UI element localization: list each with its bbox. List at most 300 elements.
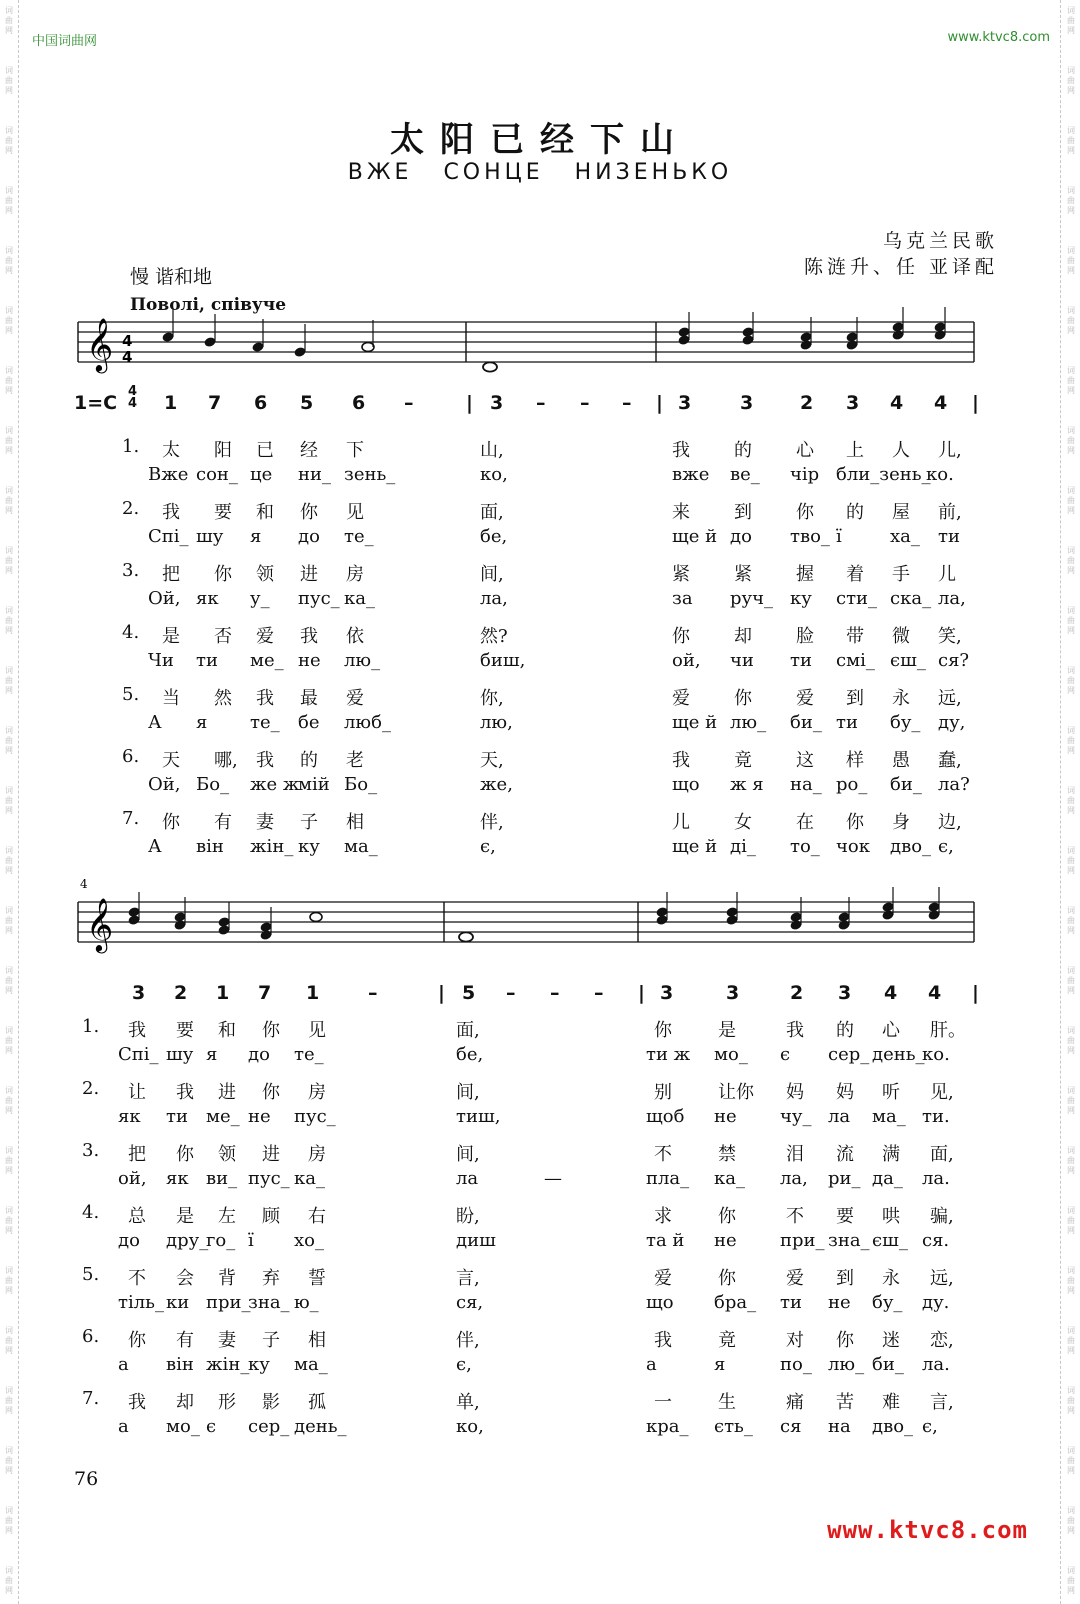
jianpu-note: 7 <box>258 982 272 1004</box>
lyric-uk: за <box>672 588 693 609</box>
lyric-zh: 你 <box>162 812 180 833</box>
lyric-zh: 子 <box>262 1330 280 1351</box>
lyric-zh: 要 <box>214 502 232 523</box>
jianpu-note: 3 <box>490 392 504 414</box>
lyric-uk: же ж <box>250 774 300 795</box>
lyric-zh: 心 <box>882 1020 900 1041</box>
lyric-zh: 上 <box>846 440 864 461</box>
lyric-uk: би_ <box>790 712 822 733</box>
lyric-zh: 到 <box>846 688 864 709</box>
lyric-zh: 我 <box>176 1082 194 1103</box>
lyric-zh: 禁 <box>718 1144 736 1165</box>
lyric-zh: 形 <box>218 1392 236 1413</box>
jianpu-note: | <box>438 982 445 1004</box>
lyric-zh: 领 <box>218 1144 236 1165</box>
lyric-zh: 痛 <box>786 1392 804 1413</box>
lyric-uk: є <box>780 1044 791 1065</box>
lyric-uk: лю_ <box>828 1354 865 1375</box>
lyric-zh: 流 <box>836 1144 854 1165</box>
lyric-zh: 前, <box>938 502 962 523</box>
watermark-text: 词曲网 <box>1067 546 1075 575</box>
jianpu-note: 6 <box>254 392 268 414</box>
lyric-zh: 面, <box>930 1144 954 1165</box>
lyric-zh: 我 <box>256 688 274 709</box>
lyric-zh: 要 <box>836 1206 854 1227</box>
jianpu-note: 6 <box>352 392 366 414</box>
lyric-zh: 左 <box>218 1206 236 1227</box>
lyric-zh: 竟 <box>734 750 752 771</box>
lyric-zh: 心 <box>796 440 814 461</box>
lyric-zh: 满 <box>882 1144 900 1165</box>
lyric-zh: 让你 <box>718 1082 754 1103</box>
watermark-text: 词曲网 <box>5 1146 13 1175</box>
watermark-text: 词曲网 <box>5 246 13 275</box>
lyric-uk: ве_ <box>730 464 760 485</box>
lyric-zh: 7. <box>122 808 140 829</box>
lyric-uk: зень_ <box>344 464 396 485</box>
lyric-zh: 你 <box>796 502 814 523</box>
lyric-zh: 愚 <box>892 750 910 771</box>
lyric-zh: 不 <box>786 1206 804 1227</box>
lyric-zh: 手 <box>892 564 910 585</box>
lyric-zh: 1. <box>82 1016 100 1037</box>
lyric-uk: у_ <box>250 588 270 609</box>
lyric-uk: дру_ <box>166 1230 209 1251</box>
lyric-uk: є <box>206 1416 217 1437</box>
lyric-zh: 微 <box>892 626 910 647</box>
lyric-uk: би_ <box>890 774 922 795</box>
lyric-uk: не <box>828 1292 851 1313</box>
jianpu-note: – <box>536 392 546 414</box>
lyric-uk: на <box>828 1416 851 1437</box>
lyric-zh: 儿 <box>672 812 690 833</box>
lyric-zh: 3. <box>82 1140 100 1161</box>
lyric-uk: же, <box>480 774 513 795</box>
watermark-text: 词曲网 <box>5 786 13 815</box>
lyric-uk: ма_ <box>872 1106 906 1127</box>
lyric-zh: 进 <box>262 1144 280 1165</box>
lyric-zh: 背 <box>218 1268 236 1289</box>
jianpu-note: 3 <box>678 392 692 414</box>
lyric-zh: 哄 <box>882 1206 900 1227</box>
lyric-uk: пус_ <box>294 1106 336 1127</box>
lyric-uk: вже <box>672 464 710 485</box>
lyric-zh: 单, <box>456 1392 480 1413</box>
lyric-zh: 阳 <box>214 440 232 461</box>
lyric-zh: 当 <box>162 688 180 709</box>
jianpu-note: 2 <box>790 982 804 1004</box>
lyric-zh: 你 <box>836 1330 854 1351</box>
lyric-uk: ме_ <box>250 650 284 671</box>
lyric-uk: сер_ <box>248 1416 290 1437</box>
lyric-uk: ла, <box>938 588 966 609</box>
lyric-zh: 1. <box>122 436 140 457</box>
watermark-text: 词曲网 <box>1067 1026 1075 1055</box>
lyric-zh: 对 <box>786 1330 804 1351</box>
watermark-text: 词曲网 <box>5 66 13 95</box>
lyric-zh: 恋, <box>930 1330 954 1351</box>
lyric-zh: 子 <box>300 812 318 833</box>
lyric-zh: 永 <box>882 1268 900 1289</box>
watermark-text: 词曲网 <box>5 6 13 35</box>
lyric-uk: сон_ <box>196 464 238 485</box>
lyric-uk: ти <box>938 526 960 547</box>
jianpu-note: 1 <box>306 982 320 1004</box>
lyric-uk: а <box>118 1354 129 1375</box>
lyric-uk: шу <box>166 1044 194 1065</box>
jianpu-note: | <box>638 982 645 1004</box>
jianpu-note: | <box>656 392 663 414</box>
lyric-uk: А <box>148 712 162 733</box>
lyric-uk: як <box>196 588 219 609</box>
lyric-zh: 进 <box>218 1082 236 1103</box>
lyric-zh: 把 <box>162 564 180 585</box>
lyric-uk: лю, <box>480 712 513 733</box>
lyric-zh: 却 <box>176 1392 194 1413</box>
lyric-zh: 相 <box>346 812 364 833</box>
lyric-uk: бе <box>298 712 320 733</box>
jianpu-note: – <box>404 392 414 414</box>
lyric-zh: 你 <box>262 1082 280 1103</box>
lyric-zh: 远, <box>938 688 962 709</box>
whole-note-head <box>459 932 473 941</box>
lyric-uk: це <box>250 464 273 485</box>
watermark-text: 词曲网 <box>1067 126 1075 155</box>
lyric-zh: 我 <box>300 626 318 647</box>
lyric-zh: 5. <box>82 1264 100 1285</box>
song-title: 太阳已经下山 <box>390 120 690 160</box>
lyric-uk: ки <box>166 1292 190 1313</box>
lyric-uk: ти. <box>922 1106 950 1127</box>
lyric-zh: 天 <box>162 750 180 771</box>
lyric-zh: 爱 <box>672 688 690 709</box>
lyric-zh: 面, <box>480 502 504 523</box>
lyric-zh: 儿 <box>938 564 956 585</box>
lyric-uk: Спі_ <box>118 1044 159 1065</box>
lyric-zh: 到 <box>836 1268 854 1289</box>
lyric-uk: го_ <box>206 1230 236 1251</box>
staff-system-1 <box>78 307 974 373</box>
lyric-uk: ще й <box>672 836 718 857</box>
lyric-uk: ти <box>836 712 858 733</box>
watermark-text: 词曲网 <box>5 1026 13 1055</box>
lyric-zh: 影 <box>262 1392 280 1413</box>
lyric-uk: до <box>248 1044 270 1065</box>
lyric-uk: А <box>148 836 162 857</box>
lyric-zh: 妻 <box>218 1330 236 1351</box>
lyric-uk: ха_ <box>890 526 920 547</box>
lyric-zh: 的 <box>734 440 752 461</box>
lyric-zh: 孤 <box>308 1392 326 1413</box>
jianpu-note: | <box>466 392 473 414</box>
song-subtitle: ВЖЕ СОНЦЕ НИЗЕНЬКО <box>347 160 733 185</box>
lyric-zh: 你 <box>654 1020 672 1041</box>
treble-clef-icon: 𝄞 <box>86 317 114 371</box>
lyric-zh: 你 <box>718 1268 736 1289</box>
lyric-uk: день_ <box>294 1416 347 1437</box>
watermark-text: 词曲网 <box>5 1326 13 1355</box>
lyric-uk: єш_ <box>872 1230 908 1251</box>
watermark-text: 词曲网 <box>1067 846 1075 875</box>
lyric-uk: він <box>166 1354 194 1375</box>
lyric-zh: 你 <box>214 564 232 585</box>
lyric-uk: є, <box>456 1354 472 1375</box>
lyric-uk: до <box>118 1230 140 1251</box>
watermark-text: 词曲网 <box>1067 1146 1075 1175</box>
lyric-zh: 带 <box>846 626 864 647</box>
staff-time-signature-top: 4 <box>122 332 133 350</box>
lyric-uk: ла, <box>480 588 508 609</box>
lyric-zh: 着 <box>846 564 864 585</box>
watermark-text: 词曲网 <box>5 1446 13 1475</box>
lyric-zh: 到 <box>734 502 752 523</box>
lyric-uk: бли_зень_ <box>836 464 931 485</box>
lyric-zh: 2. <box>82 1078 100 1099</box>
lyric-uk: Ой, <box>148 588 181 609</box>
watermark-text: 词曲网 <box>5 906 13 935</box>
watermark-text: 词曲网 <box>1067 606 1075 635</box>
jianpu-note: | <box>972 982 979 1004</box>
lyric-uk: ти <box>780 1292 802 1313</box>
lyric-zh: 脸 <box>796 626 814 647</box>
watermark-text: 词曲网 <box>1067 1566 1075 1595</box>
lyric-uk: ї <box>836 526 842 547</box>
lyric-uk: бе, <box>480 526 508 547</box>
lyric-uk: ко. <box>922 1044 950 1065</box>
lyric-zh: 这 <box>796 750 814 771</box>
lyric-zh: 求 <box>654 1206 672 1227</box>
lyric-uk: ко, <box>456 1416 484 1437</box>
lyric-uk: ой, <box>118 1168 147 1189</box>
time-signature: 4 4 <box>128 384 138 411</box>
watermark-text: 词曲网 <box>1067 366 1075 395</box>
watermark-text: 词曲网 <box>5 966 13 995</box>
lyric-zh: 和 <box>218 1020 236 1041</box>
watermark-text: 词曲网 <box>5 486 13 515</box>
whole-note-head <box>483 362 497 371</box>
lyric-zh: 然? <box>480 626 508 647</box>
lyric-uk: при_ <box>206 1292 251 1313</box>
credit-translators: 陈涟升、任 亚译配 <box>803 256 998 278</box>
lyric-zh: 你 <box>262 1020 280 1041</box>
lyric-uk: би_ <box>872 1354 904 1375</box>
lyric-uk: ой, <box>672 650 701 671</box>
lyric-zh: 生 <box>718 1392 736 1413</box>
jianpu-note: 1 <box>216 982 230 1004</box>
lyric-zh: 听 <box>882 1082 900 1103</box>
watermark-text: 词曲网 <box>5 366 13 395</box>
lyric-zh: 一 <box>654 1392 672 1413</box>
lyric-zh: 我 <box>256 750 274 771</box>
lyric-zh: 骗, <box>930 1206 954 1227</box>
lyric-uk: бра_ <box>714 1292 757 1313</box>
jianpu-note: 4 <box>884 982 898 1004</box>
lyric-uk: ла <box>828 1106 851 1127</box>
lyric-zh: 房 <box>346 564 364 585</box>
lyric-zh: 言, <box>456 1268 480 1289</box>
jianpu-note: 3 <box>740 392 754 414</box>
lyric-zh: 竟 <box>718 1330 736 1351</box>
lyric-uk: ри_ <box>828 1168 861 1189</box>
lyric-uk: Вже <box>148 464 189 485</box>
lyric-uk: Бо_ <box>344 774 378 795</box>
lyric-zh: 7. <box>82 1388 100 1409</box>
watermark-text: 词曲网 <box>5 726 13 755</box>
lyric-zh: 爱 <box>346 688 364 709</box>
watermark-text: 词曲网 <box>1067 66 1075 95</box>
lyric-uk: єть_ <box>714 1416 753 1437</box>
jianpu-note: 5 <box>462 982 476 1004</box>
lyric-uk: а <box>118 1416 129 1437</box>
watermark-text: 词曲网 <box>1067 246 1075 275</box>
lyric-uk: я <box>206 1044 218 1065</box>
footer-site-logo: www.ktvc8.com <box>827 1516 1028 1544</box>
lyric-zh: 边, <box>938 812 962 833</box>
lyric-uk: що <box>646 1292 674 1313</box>
lyric-zh: 你, <box>480 688 504 709</box>
lyric-uk: зна_ <box>248 1292 290 1313</box>
lyric-uk: є, <box>480 836 496 857</box>
lyric-zh: 然 <box>214 688 232 709</box>
lyric-uk: ла, <box>780 1168 808 1189</box>
watermark-text: 词曲网 <box>5 1266 13 1295</box>
lyric-uk: щоб <box>646 1106 685 1127</box>
lyric-zh: 是 <box>176 1206 194 1227</box>
lyric-zh: 把 <box>128 1144 146 1165</box>
lyric-uk: ся, <box>456 1292 484 1313</box>
lyric-zh: 身 <box>892 812 910 833</box>
lyric-zh: 让 <box>128 1082 146 1103</box>
lyric-uk: бе, <box>456 1044 484 1065</box>
lyric-uk: хо_ <box>294 1230 324 1251</box>
lyric-uk: як <box>118 1106 141 1127</box>
lyric-uk: ся <box>780 1416 802 1437</box>
lyric-uk: та й <box>646 1230 685 1251</box>
lyric-uk: є, <box>922 1416 938 1437</box>
lyric-uk: єш_ <box>890 650 926 671</box>
lyric-zh: 相 <box>308 1330 326 1351</box>
lyric-uk: чу_ <box>780 1106 812 1127</box>
key-signature: 1=C <box>74 392 118 414</box>
lyric-zh: 2. <box>122 498 140 519</box>
lyric-uk: ду. <box>922 1292 950 1313</box>
lyric-zh: 不 <box>654 1144 672 1165</box>
lyric-uk: як <box>166 1168 189 1189</box>
lyric-uk: а <box>646 1354 657 1375</box>
lyric-uk: є, <box>938 836 954 857</box>
lyric-zh: 见, <box>930 1082 954 1103</box>
lyric-zh: 房 <box>308 1082 326 1103</box>
lyric-zh: 天, <box>480 750 504 771</box>
lyric-uk: пла_ <box>646 1168 690 1189</box>
lyric-zh: 我 <box>786 1020 804 1041</box>
lyric-uk: лю_ <box>730 712 767 733</box>
jianpu-note: 3 <box>660 982 674 1004</box>
watermark-text: 词曲网 <box>5 1506 13 1535</box>
lyric-zh: 你 <box>718 1206 736 1227</box>
lyric-uk: ку <box>248 1354 270 1375</box>
tempo-zh: 慢 谐和地 <box>130 266 213 288</box>
watermark-text: 词曲网 <box>1067 1446 1075 1475</box>
lyric-uk: мій <box>298 774 330 795</box>
lyric-uk: ма_ <box>294 1354 328 1375</box>
jianpu-note: – <box>506 982 516 1004</box>
lyric-zh: 否 <box>214 626 232 647</box>
lyric-zh: 爱 <box>654 1268 672 1289</box>
lyric-zh: 右 <box>308 1206 326 1227</box>
lyric-uk: ку <box>298 836 320 857</box>
lyric-uk: ко, <box>480 464 508 485</box>
lyric-uk: ме_ <box>206 1106 240 1127</box>
watermark-text: 词曲网 <box>1067 726 1075 755</box>
lyric-zh: 我 <box>672 440 690 461</box>
lyric-uk: ро_ <box>836 774 868 795</box>
lyric-uk: ти <box>166 1106 188 1127</box>
lyric-uk: ї <box>248 1230 254 1251</box>
lyric-zh: 的 <box>836 1020 854 1041</box>
jianpu-note: 3 <box>838 982 852 1004</box>
lyric-zh: 样 <box>846 750 864 771</box>
lyric-uk: ж я <box>730 774 764 795</box>
lyric-zh: 领 <box>256 564 274 585</box>
lyric-uk: дво_ <box>890 836 932 857</box>
lyric-uk: я <box>714 1354 726 1375</box>
lyric-uk: ма_ <box>344 836 378 857</box>
lyric-uk: чи <box>730 650 754 671</box>
lyric-zh: 6. <box>82 1326 100 1347</box>
lyric-zh: 间, <box>456 1082 480 1103</box>
watermark-text: 词曲网 <box>1067 6 1075 35</box>
lyric-uk: сти_ <box>836 588 878 609</box>
lyric-zh: 肝。 <box>930 1020 966 1041</box>
lyric-zh: 笑, <box>938 626 962 647</box>
lyric-zh: 要 <box>176 1020 194 1041</box>
watermark-text: 词曲网 <box>5 186 13 215</box>
jianpu-note: – <box>622 392 632 414</box>
lyric-uk: да_ <box>872 1168 903 1189</box>
lyric-zh: 伴, <box>456 1330 480 1351</box>
lyric-uk: до <box>298 526 320 547</box>
jianpu-note: 4 <box>934 392 948 414</box>
jianpu-note: 4 <box>928 982 942 1004</box>
lyric-uk: не <box>714 1230 737 1251</box>
watermark-text: 词曲网 <box>1067 486 1075 515</box>
lyric-uk: мо_ <box>714 1044 748 1065</box>
lyric-uk: диш <box>456 1230 496 1251</box>
lyric-uk: чок <box>836 836 870 857</box>
lyric-zh: 在 <box>796 812 814 833</box>
lyric-uk: руч_ <box>730 588 774 609</box>
lyric-zh: 言, <box>930 1392 954 1413</box>
jianpu-note: | <box>972 392 979 414</box>
lyric-uk: при_ <box>780 1230 825 1251</box>
lyric-uk: то_ <box>790 836 820 857</box>
lyric-zh: 见 <box>346 502 364 523</box>
lyric-uk: ще й <box>672 526 718 547</box>
watermark-text: 词曲网 <box>1067 786 1075 815</box>
watermark-text: 词曲网 <box>1067 1266 1075 1295</box>
watermark-text: 词曲网 <box>5 546 13 575</box>
lyric-uk: шу <box>196 526 224 547</box>
tempo-uk: Поволі, співуче <box>130 295 287 315</box>
lyric-uk: ска_ <box>890 588 932 609</box>
lyric-zh: 爱 <box>796 688 814 709</box>
lyric-uk: я <box>196 712 208 733</box>
watermark-text: 词曲网 <box>1067 1206 1075 1235</box>
lyric-uk: тиш, <box>456 1106 501 1127</box>
watermark-text: 词曲网 <box>5 306 13 335</box>
watermark-text: 词曲网 <box>5 606 13 635</box>
